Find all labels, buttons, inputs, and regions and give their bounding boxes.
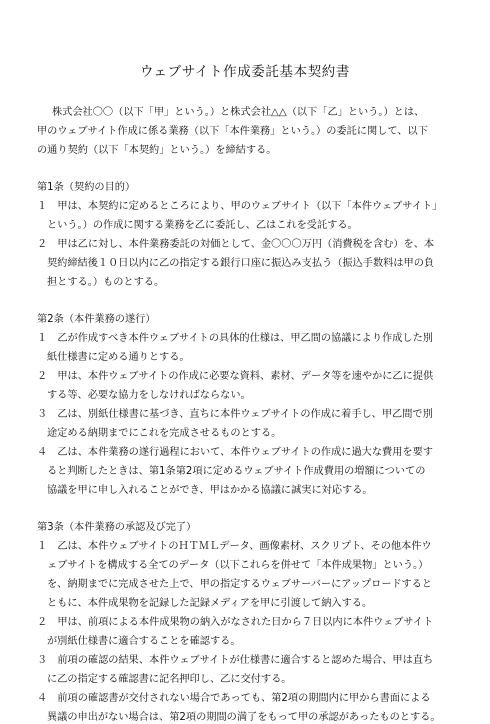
article-3-line-2: ェブサイトを構成する全てのデータ（以下これらを併せて「本件成果物」という。） [47, 560, 429, 571]
article-3-line-7: ３ 前項の確認の結果、本件ウェブサイトが仕様書に適合すると認めた場合、甲は直ち [37, 655, 434, 666]
document-title: ウェブサイト作成委託基本契約書 [139, 64, 350, 80]
intro-line-2: 甲のウェブサイト作成に係る業務（以下「本件業務」という。）の委託に関して、以下 [37, 126, 428, 137]
article-2-line-9: 協議を甲に申し入れることができ、甲はかかる協議に誠実に対応する。 [47, 485, 373, 496]
article-2-line-2: 紙仕様書に定める通りとする。 [47, 352, 190, 363]
article-3-line-3: を、納期までに完成させた上で、甲の指定するウェブサーバーにアップロードすると [47, 579, 432, 590]
article-3-line-9: ４ 前項の確認書が交付されない場合であっても、第2項の期間内に甲から書面による [37, 693, 431, 704]
article-1-heading: 第1条（契約の目的） [37, 182, 136, 193]
article-2-line-3: ２ 甲は、本件ウェブサイトの作成に必要な資料、素材、データ等を速やかに乙に提供 [37, 371, 434, 382]
intro-line-1: 株式会社〇〇（以下「甲」という。）と株式会社△△（以下「乙」という。）とは、 [52, 107, 425, 118]
article-3-line-5: ２ 甲は、前項による本件成果物の納入がなされた日から７日以内に本件ウェブサイト [37, 617, 434, 628]
article-1-line-1: １ 甲は、本契約に定めるところにより、甲のウェブサイト（以下「本件ウェブサイト」 [37, 201, 443, 212]
article-3-line-10: 異議の申出がない場合は、第2項の期間の満了をもって甲の承認があったものとする。 [47, 712, 441, 723]
article-2-line-5: ３ 乙は、別紙仕様書に基づき、直ちに本件ウェブサイトの作成に着手し、甲乙間で別 [37, 409, 433, 420]
article-1-line-2: という。）の作成に関する業務を乙に委託し、乙はこれを受託する。 [47, 220, 358, 231]
article-2-line-1: １ 乙が作成すべき本件ウェブサイトの具体的仕様は、甲乙間の協議により作成した別 [37, 333, 433, 344]
article-2-line-8: ると判断したときは、第1条第2項に定めるウェブサイト作成費用の増額についての [47, 466, 426, 477]
intro-line-3: の通り契約（以下「本契約」という。）を締結する。 [37, 145, 277, 156]
article-2-heading: 第2条（本件業務の遂行） [37, 314, 156, 325]
article-3-heading: 第3条（本件業務の承認及び完了） [37, 522, 197, 533]
article-1-line-5: 担とする。）ものとする。 [47, 277, 165, 288]
article-3-line-8: に乙の指定する確認書に記名押印し、乙に交付する。 [47, 674, 292, 685]
article-2-line-7: ４ 乙は、本件業務の遂行過程において、本件ウェブサイトの作成に過大な費用を要す [37, 447, 433, 458]
article-1-line-3: ２ 甲は乙に対し、本件業務委託の対価として、金〇〇〇万円（消費税を含む）を、本 [37, 239, 435, 250]
article-3-line-4: ともに、本件成果物を記録した記録メディアを甲に引渡して納入する。 [47, 598, 373, 609]
article-1-line-4: 契約締結後１０日以内に乙の指定する銀行口座に振込み支払う（振込手数料は甲の負 [47, 258, 435, 269]
article-3-line-1: １ 乙は、本件ウェブサイトのＨＴＭＬデータ、画像素材、スクリプト、その他本件ウ [37, 541, 432, 552]
article-3-line-6: が別紙仕様書に適合することを確認する。 [47, 636, 241, 647]
article-2-line-4: する等、必要な協力をしなければならない。 [47, 390, 251, 401]
article-2-line-6: 途定める納期までにこれを完成させるものとする。 [47, 428, 282, 439]
